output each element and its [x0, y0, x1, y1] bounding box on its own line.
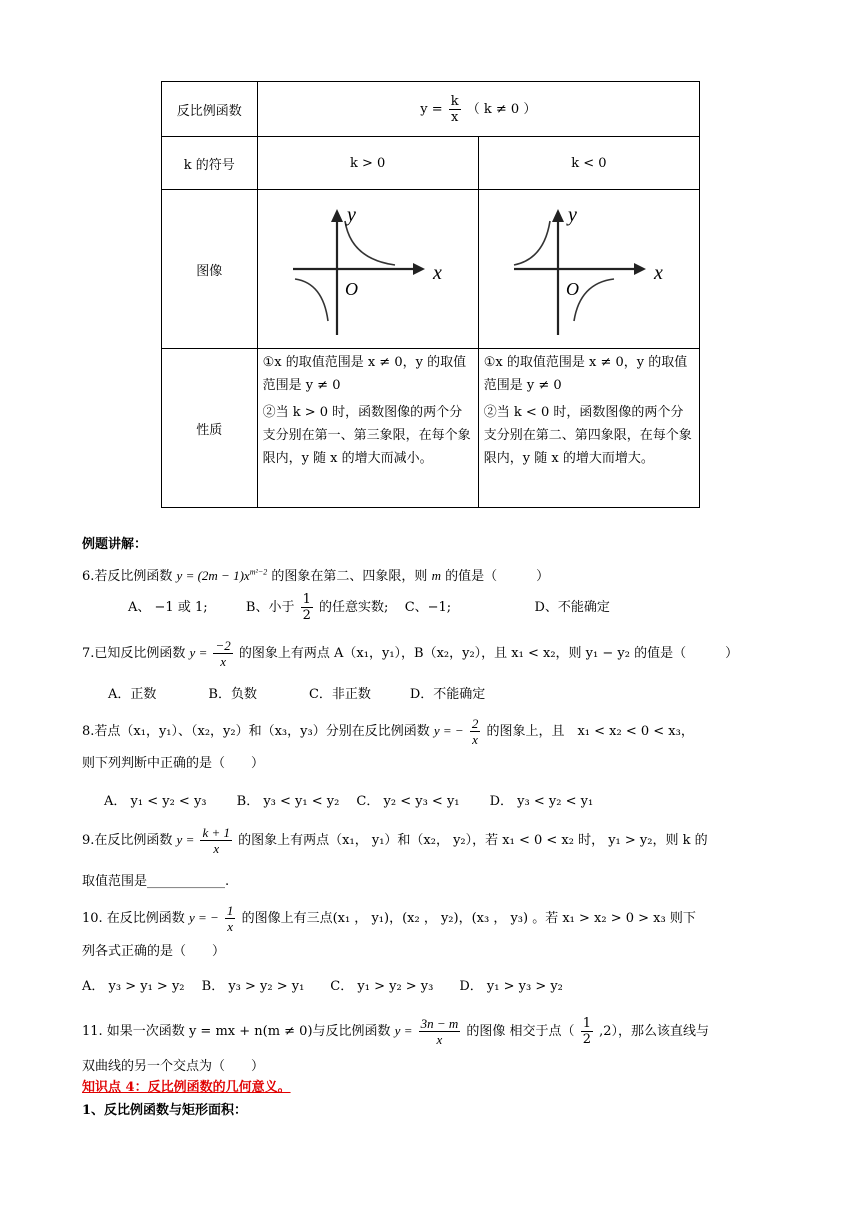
cell-label: 图像	[162, 190, 258, 349]
subsection-heading: 1、反比例函数与矩形面积：	[82, 1103, 248, 1118]
cell-graph-negative	[478, 190, 699, 349]
table-row	[162, 190, 700, 349]
hyperbola-graph-k-positive	[283, 197, 453, 337]
svg-text:x: x	[653, 262, 663, 284]
question-11: 11. 如果一次函数 y = mx + n(m ≠ 0)与反比例函数 y = $\frac{3n - m}{x}$ 的图像 相交于点（ $\frac{1}{2}$ ,2），那么该直线与	[82, 1016, 710, 1047]
question-10: 10. 在反比例函数 y = − $\frac{1}{x}$ 的图像上有三点(x₁ ， y₁)，(x₂ ， y₂)，(x₃ ， y₃) 。若 x₁ > x₂ > 0 > x₃ 则下	[82, 903, 696, 934]
svg-text:y: y	[567, 204, 577, 226]
table-row	[162, 349, 700, 508]
svg-text:x: x	[432, 262, 442, 284]
question-6-options: A、 −1 或 1; B、小于 $\frac{1}{2}$ 的任意实数; C、−1; D、不能确定	[128, 592, 610, 623]
properties-table	[161, 81, 700, 508]
cell-properties-positive: ①x 的取值范围是 x ≠ 0，y 的取值范围是 y ≠ 0 ②当 k > 0 时，函数图像的两个分支分别在第一、第三象限，在每个象限内，y 随 x 的增大而减小。	[257, 349, 478, 508]
question-10-continued: 列各式正确的是（ ）	[82, 944, 226, 959]
cell-graph-positive	[257, 190, 478, 349]
cell-k-positive: k > 0	[257, 137, 478, 190]
cell-k-negative: k < 0	[478, 137, 699, 190]
svg-text:O: O	[344, 279, 358, 299]
question-11-continued: 双曲线的另一个交点为（ ）	[82, 1059, 265, 1074]
table-row	[162, 137, 700, 190]
question-7-options: A．正数 B．负数 C．非正数 D．不能确定	[108, 687, 486, 702]
question-8: 8.若点（x₁，y₁）、（x₂，y₂）和（x₃，y₃）分别在反比例函数 y = − $\frac{2}{x}$ 的图象上，且 x₁ < x₂ < 0 < x₃，	[82, 716, 694, 747]
section-heading: 例题讲解：	[82, 537, 148, 552]
cell-label: k 的符号	[162, 137, 258, 190]
question-9: 9.在反比例函数 y = $\frac{k + 1}{x}$ 的图象上有两点（x₁， y₁）和（x₂， y₂），若 x₁ < 0 < x₂ 时， y₁ > y₂，则 k 的	[82, 825, 708, 856]
svg-text:O: O	[565, 279, 579, 299]
svg-text:y: y	[346, 204, 356, 226]
question-9-continued: 取值范围是____________.	[82, 874, 230, 889]
knowledge-point-heading: 知识点 4：反比例函数的几何意义。	[82, 1080, 291, 1095]
cell-properties-negative: ①x 的取值范围是 x ≠ 0，y 的取值范围是 y ≠ 0 ②当 k < 0 时，函数图像的两个分支分别在第二、第四象限，在每个象限内，y 随 x 的增大而增大。	[478, 349, 699, 508]
question-8-continued: 则下列判断中正确的是（ ）	[82, 756, 265, 771]
question-7: 7.已知反比例函数 y = $\frac{-2}{x}$ 的图象上有两点 A（x₁，y₁），B（x₂，y₂），且 x₁ < x₂，则 y₁ − y₂ 的值是（ ）	[82, 638, 739, 669]
hyperbola-graph-k-negative	[504, 197, 674, 337]
table-row	[162, 82, 700, 137]
question-6: 6.若反比例函数 $y = (2m - 1)x^{m^2-2}$ 的图象在第二、四象限，则 m 的值是（ ）	[82, 567, 550, 584]
cell-label: 性质	[162, 349, 258, 508]
cell-label: 反比例函数	[162, 82, 258, 137]
cell-formula: y = $\frac{k}{x}$ （ k ≠ 0 ）	[257, 82, 699, 137]
question-8-options: A． y₁ < y₂ < y₃ B． y₃ < y₁ < y₂ C． y₂ < y₃ < y₁ D． y₃ < y₂ < y₁	[104, 794, 594, 809]
question-10-options: A． y₃ > y₁ > y₂ B． y₃ > y₂ > y₁ C． y₁ > y₂ > y₃ D． y₁ > y₃ > y₂	[82, 979, 563, 994]
